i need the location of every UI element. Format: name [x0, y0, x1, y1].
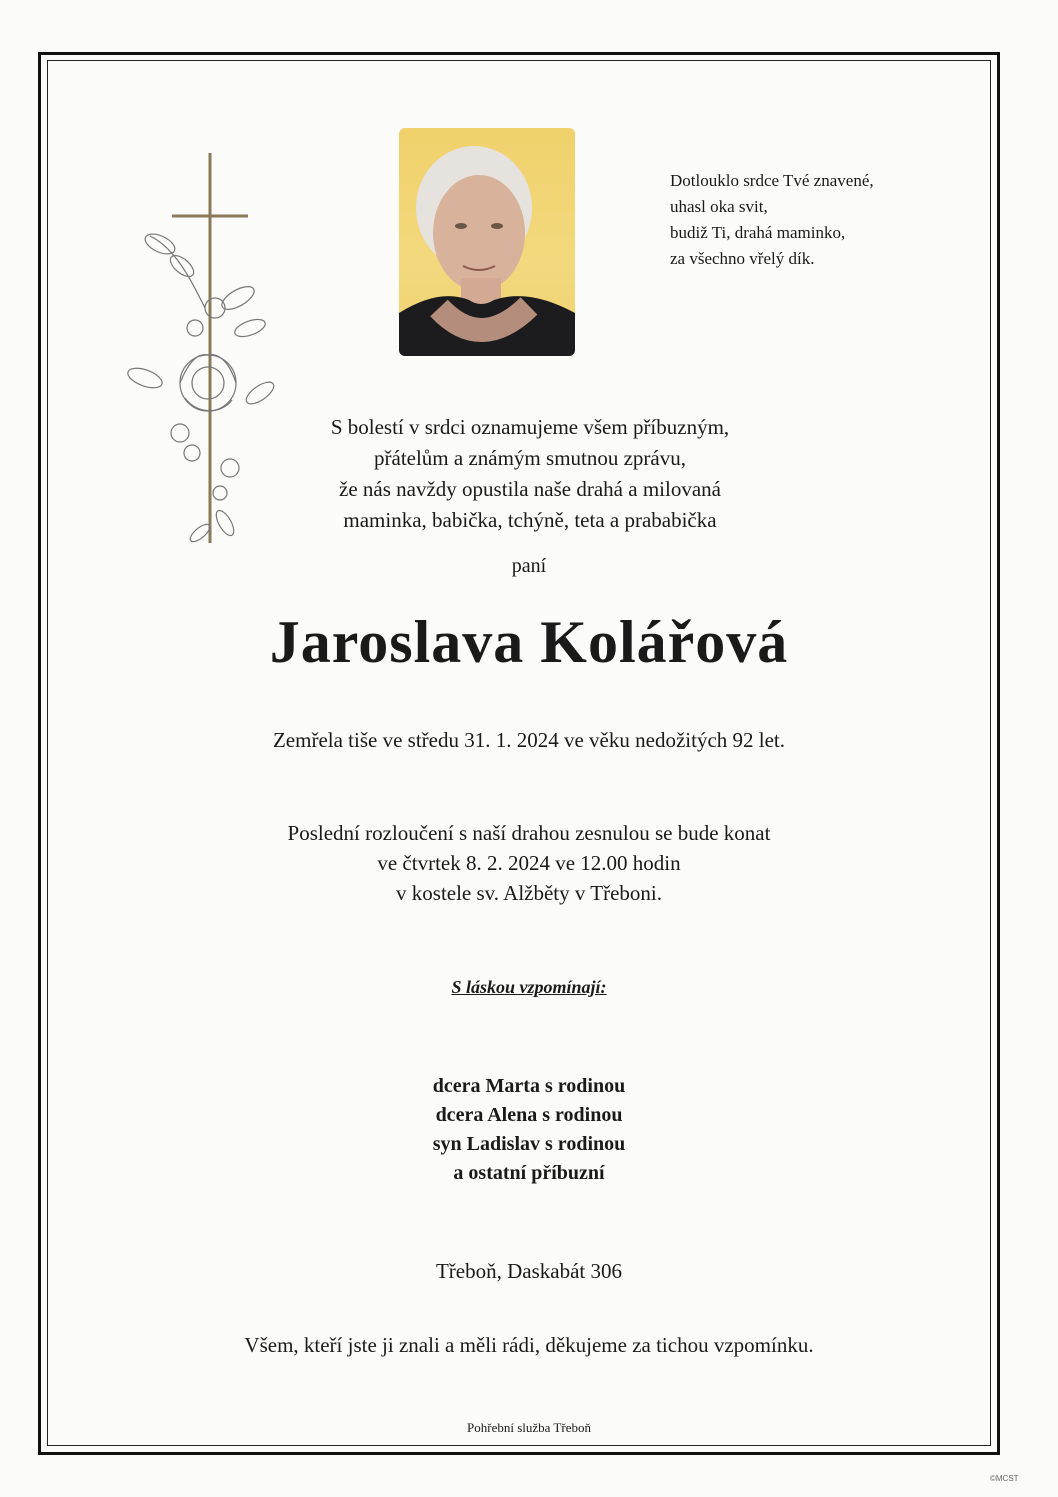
- copyright-mark: ©MCST: [990, 1474, 1019, 1483]
- poem: [670, 168, 950, 272]
- funeral-line: ve čtvrtek 8. 2. 2024 ve 12.00 hodin: [377, 851, 681, 875]
- funeral-details: [0, 818, 1058, 908]
- announcement-line: S bolestí v srdci oznamujeme všem příbuzným,: [330, 415, 730, 439]
- poem-line: Dotlouklo srdce Tvé znavené,: [670, 171, 874, 190]
- remembrance-heading: S láskou vzpomínají:: [451, 977, 607, 997]
- poem-line: budiž Ti, drahá maminko,: [670, 223, 846, 242]
- mourner-item: dcera Alena s rodinou: [435, 1104, 623, 1126]
- announcement-line: že nás navždy opustila naše drahá a milovaná: [339, 477, 721, 501]
- mourners-list: [0, 1072, 1058, 1188]
- poem-line: uhasl oka svit,: [670, 197, 768, 216]
- thanks-note: Všem, kteří jste ji znali a měli rádi, děkujeme za tichou vzpomínku.: [244, 1333, 814, 1357]
- mourner-item: a ostatní příbuzní: [453, 1162, 605, 1184]
- funeral-line: v kostele sv. Alžběty v Třeboni.: [396, 881, 662, 905]
- salutation: paní: [511, 555, 547, 577]
- announcement: [200, 412, 860, 536]
- funeral-line: Poslední rozloučení s naší drahou zesnulou se bude konat: [287, 821, 771, 845]
- funeral-service-name: Pohřební služba Třeboň: [467, 1420, 591, 1435]
- announcement-line: přátelům a známým smutnou zprávu,: [374, 446, 686, 470]
- deceased-name: Jaroslava Kolářová: [269, 609, 789, 675]
- announcement-line: maminka, babička, tchýně, teta a prababička: [343, 508, 717, 532]
- mourner-item: syn Ladislav s rodinou: [432, 1133, 626, 1155]
- poem-line: za všechno vřelý dík.: [670, 249, 815, 268]
- address: Třeboň, Daskabát 306: [435, 1259, 623, 1283]
- portrait-photo: [399, 128, 575, 356]
- mourner-item: dcera Marta s rodinou: [432, 1075, 626, 1097]
- death-note: Zemřela tiše ve středu 31. 1. 2024 ve věku nedožitých 92 let.: [272, 728, 786, 752]
